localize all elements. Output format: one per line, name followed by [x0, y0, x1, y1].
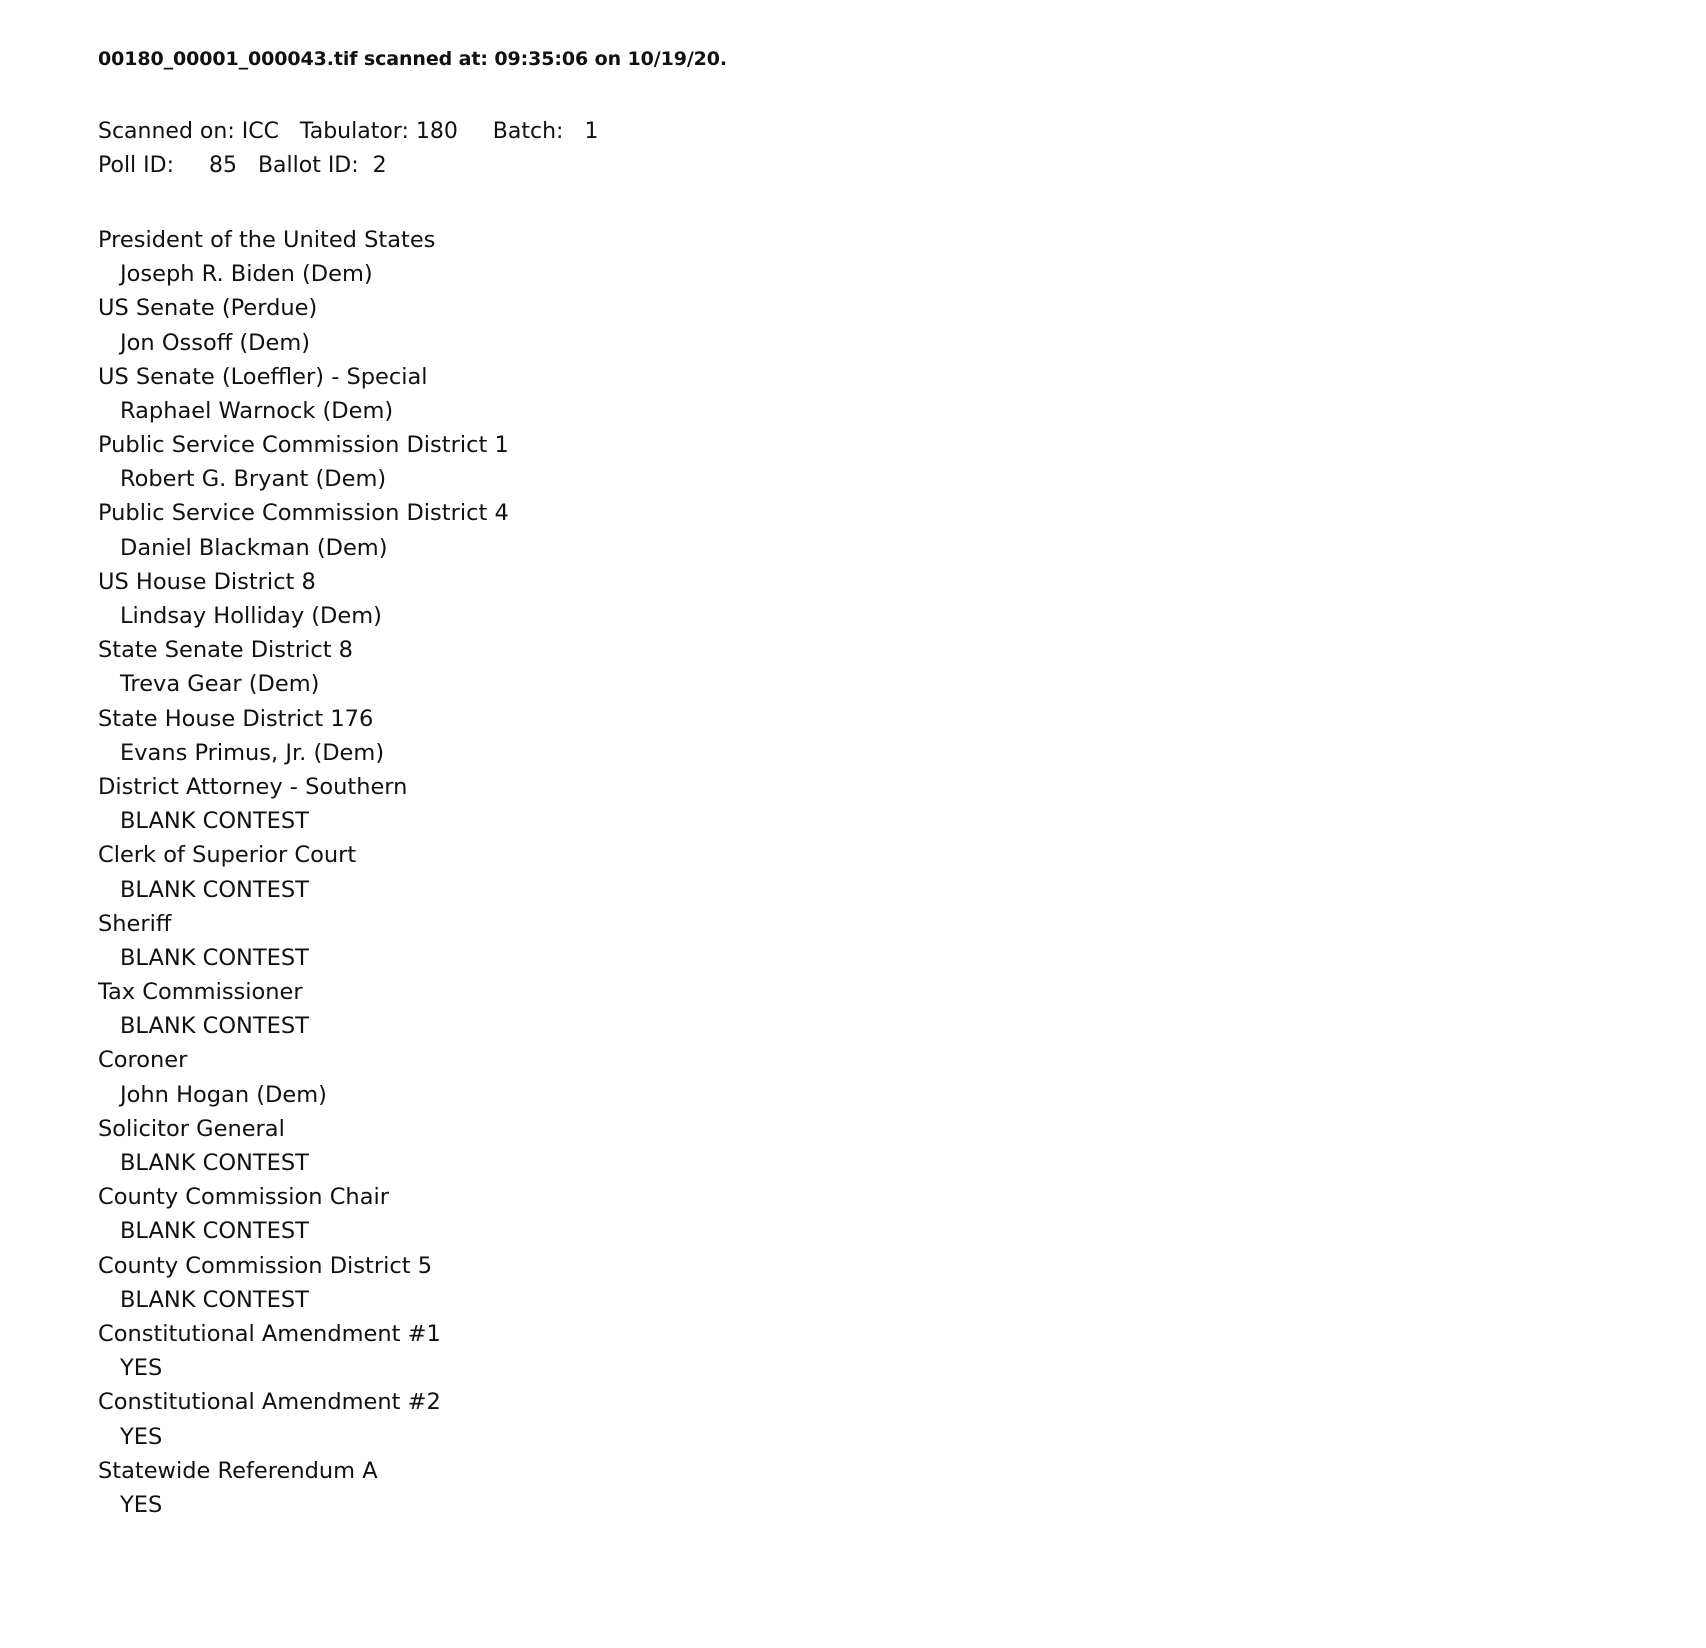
contest-title: Clerk of Superior Court [98, 842, 357, 869]
contest-choice: Joseph R. Biden (Dem) [120, 261, 373, 288]
contest-choice: BLANK CONTEST [120, 1150, 309, 1177]
contest-entry [98, 565, 1706, 633]
contest-choice: Evans Primus, Jr. (Dem) [120, 739, 385, 766]
contest-choice: Raphael Warnock (Dem) [120, 397, 394, 424]
contest-title: Constitutional Amendment #2 [98, 1389, 441, 1416]
contest-entry [98, 907, 1706, 975]
contest-title: Coroner [98, 1047, 188, 1074]
contest-entry [98, 1249, 1706, 1317]
contest-title: President of the United States [98, 226, 436, 253]
contest-title: Public Service Commission District 4 [98, 500, 509, 527]
contest-title: Solicitor General [98, 1115, 285, 1142]
contest-title: US Senate (Perdue) [98, 295, 318, 322]
scan-metadata-line-2: Poll ID: 85 Ballot ID: 2 [98, 152, 387, 178]
scan-metadata-line-1: Scanned on: ICC Tabulator: 180 Batch: 1 [98, 118, 599, 144]
contest-title: US House District 8 [98, 568, 316, 595]
contest-title: State Senate District 8 [98, 637, 353, 664]
contest-entry [98, 975, 1706, 1043]
contest-choice: BLANK CONTEST [120, 1218, 309, 1245]
contest-entry [98, 770, 1706, 838]
contest-choice: YES [120, 1355, 163, 1382]
contest-title: Constitutional Amendment #1 [98, 1320, 441, 1347]
contest-title: State House District 176 [98, 705, 374, 732]
contest-title: County Commission District 5 [98, 1252, 433, 1279]
contest-title: Public Service Commission District 1 [98, 432, 509, 459]
contest-choice: YES [120, 1423, 163, 1450]
contest-choice: Daniel Blackman (Dem) [120, 534, 388, 561]
contest-entry [98, 1043, 1706, 1111]
contest-entry [98, 1112, 1706, 1180]
contest-choice: John Hogan (Dem) [120, 1081, 327, 1108]
contest-entry [98, 838, 1706, 906]
contest-title: Tax Commissioner [98, 979, 303, 1006]
contest-choice: BLANK CONTEST [120, 876, 309, 903]
contest-title: District Attorney - Southern [98, 773, 408, 800]
contest-entry [98, 1317, 1706, 1385]
contest-choice: BLANK CONTEST [120, 1013, 309, 1040]
contest-choice: YES [120, 1491, 163, 1518]
contest-choice: BLANK CONTEST [120, 944, 309, 971]
contest-list [98, 223, 1706, 1522]
contest-choice: Jon Ossoff (Dem) [120, 329, 311, 356]
scan-header-line: 00180_00001_000043.tif scanned at: 09:35:06 on 10/19/20. [98, 48, 728, 70]
contest-entry [98, 1385, 1706, 1453]
contest-title: County Commission Chair [98, 1184, 389, 1211]
contest-entry [98, 1454, 1706, 1522]
contest-title: Statewide Referendum A [98, 1457, 378, 1484]
contest-choice: Robert G. Bryant (Dem) [120, 466, 387, 493]
contest-entry [98, 1180, 1706, 1248]
contest-title: Sheriff [98, 910, 172, 937]
contest-choice: Lindsay Holliday (Dem) [120, 603, 382, 630]
contest-entry [98, 428, 1706, 496]
contest-title: US Senate (Loeffler) - Special [98, 363, 428, 390]
contest-choice: Treva Gear (Dem) [120, 671, 320, 698]
contest-choice: BLANK CONTEST [120, 1286, 309, 1313]
contest-choice: BLANK CONTEST [120, 808, 309, 835]
contest-entry [98, 496, 1706, 564]
contest-entry [98, 223, 1706, 291]
contest-entry [98, 360, 1706, 428]
contest-entry [98, 291, 1706, 359]
contest-entry [98, 702, 1706, 770]
scan-metadata [98, 115, 1706, 183]
contest-entry [98, 633, 1706, 701]
